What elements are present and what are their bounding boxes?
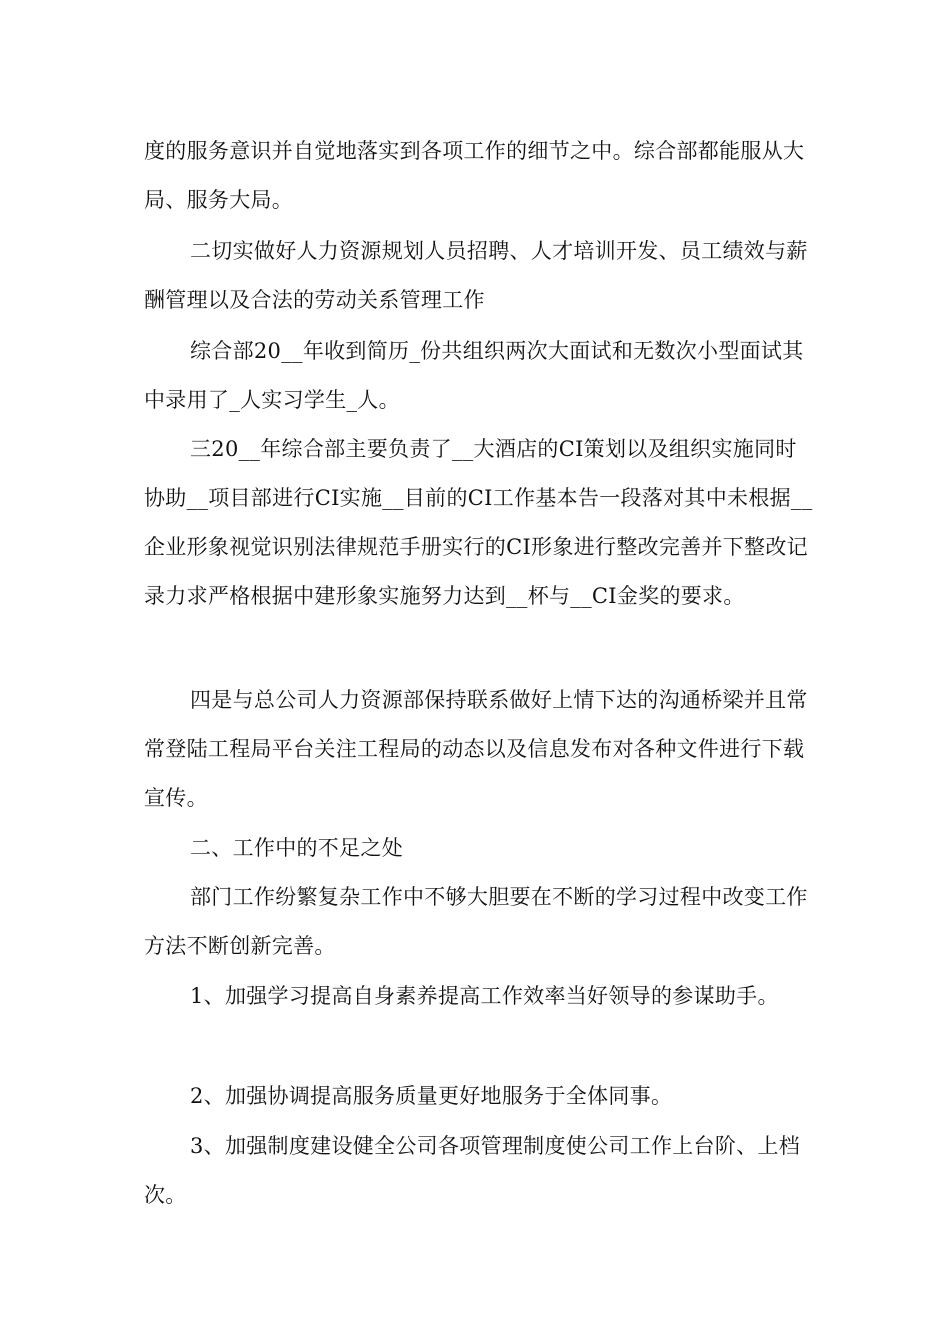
paragraph-ci-project: 三20__年综合部主要负责了__大酒店的CI策划以及组织实施同时协助__项目部进行CI实施__目前的CI工作基本告一段落对其中未根据__企业形象视觉识别法律规范手册实行的CI形象进行整改完善并下整改记录力求严格根据中建形象实施努力达到__杯与__CI金奖的要求。 — [144, 437, 813, 608]
section-heading-shortcomings: 二、工作中的不足之处 — [190, 836, 403, 860]
paragraph-shortcomings: 部门工作纷繁复杂工作中不够大胆要在不断的学习过程中改变工作方法不断创新完善。 — [144, 885, 808, 958]
paragraph-continuation: 度的服务意识并自觉地落实到各项工作的细节之中。综合部都能服从大局、服务大局。 — [144, 139, 805, 212]
list-item-3: 3、加强制度建设健全公司各项管理制度使公司工作上台阶、上档次。 — [144, 1134, 801, 1207]
paragraph-hr-planning: 二切实做好人力资源规划人员招聘、人才培训开发、员工绩效与薪酬管理以及合法的劳动关系管理工作 — [144, 239, 808, 312]
list-item-2: 2、加强协调提高服务质量更好地服务于全体同事。 — [190, 1084, 673, 1108]
paragraph-liaison: 四是与总公司人力资源部保持联系做好上情下达的沟通桥梁并且常常登陆工程局平台关注工程局的动态以及信息发布对各种文件进行下载宣传。 — [144, 688, 808, 810]
paragraph-recruitment: 综合部20__年收到简历_份共组织两次大面试和无数次小型面试其中录用了_人实习学生_人。 — [144, 339, 804, 412]
list-item-1: 1、加强学习提高自身素养提高工作效率当好领导的参谋助手。 — [190, 984, 779, 1008]
